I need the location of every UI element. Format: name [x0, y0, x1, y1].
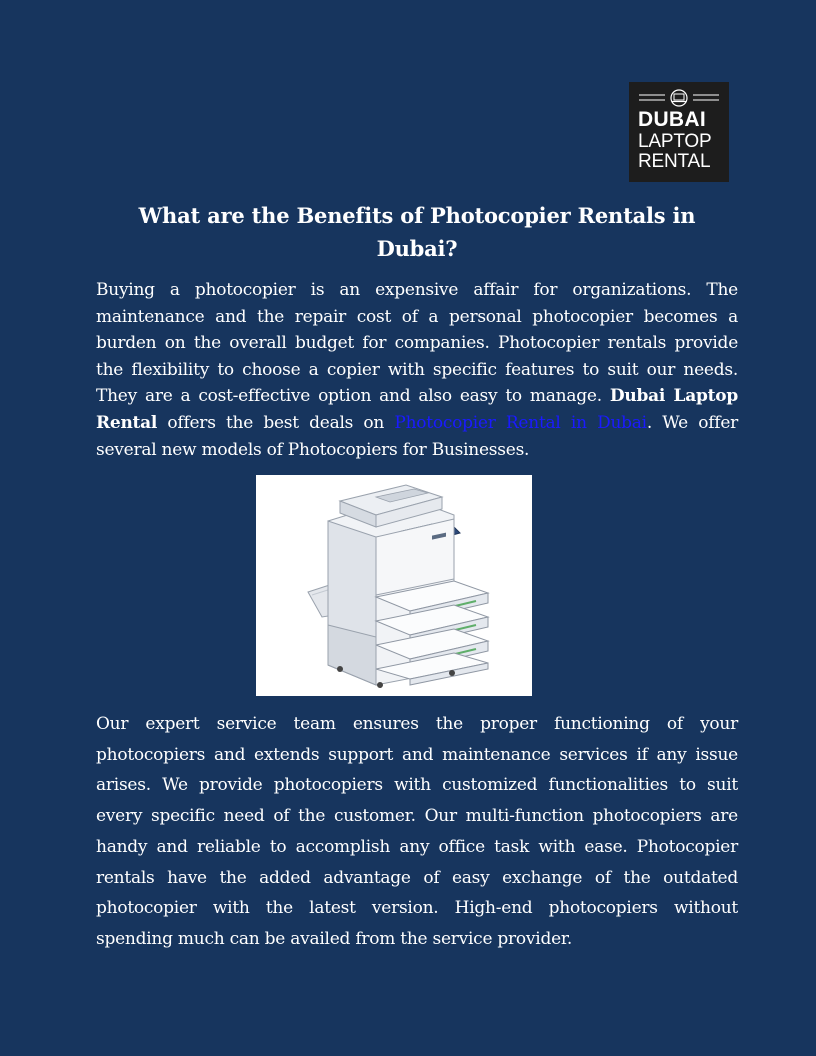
brand-logo: [629, 82, 729, 182]
intro-text-before: Buying a photocopier is an expensive affair for organizations. The maintenance and the repair cost of a personal photocopier becomes a burden on the overall budget for companies. Photocopier rentals provide the flexibility to choose a copier with specific features to suit our needs. They are a cost-effective option and also easy to manage.: [96, 280, 738, 407]
logo-line-3: RENTAL: [638, 151, 711, 172]
brand-name: Dubai Laptop Rental: [96, 386, 738, 433]
logo-line-1: DUBAI: [638, 108, 706, 131]
page-title: What are the Benefits of Photocopier Rentals in Dubai?: [138, 203, 696, 261]
intro-text-middle: offers the best deals on: [157, 412, 395, 433]
photocopier-rental-link[interactable]: Photocopier Rental in Dubai: [394, 412, 647, 433]
photocopier-image: [256, 475, 532, 696]
laptop-icon: [639, 89, 719, 107]
intro-paragraph: [96, 277, 738, 463]
intro-text-after: . We offer several new models of Photocopiers for Businesses.: [96, 412, 738, 460]
body-paragraph: Our expert service team ensures the proper functioning of your photocopiers and extends support and maintenance services if any issue arises. We provide photocopiers with customized functionalities to suit every specific need of the customer. Our multi-function photocopiers are handy and reliable to accomplish any office task with ease. Photocopier rentals have the added advantage of easy exchange of the outdated photocopier with the latest version. High-end photocopiers without spending much can be availed from the service provider.: [96, 714, 738, 949]
logo-line-2: LAPTOP: [638, 131, 712, 152]
